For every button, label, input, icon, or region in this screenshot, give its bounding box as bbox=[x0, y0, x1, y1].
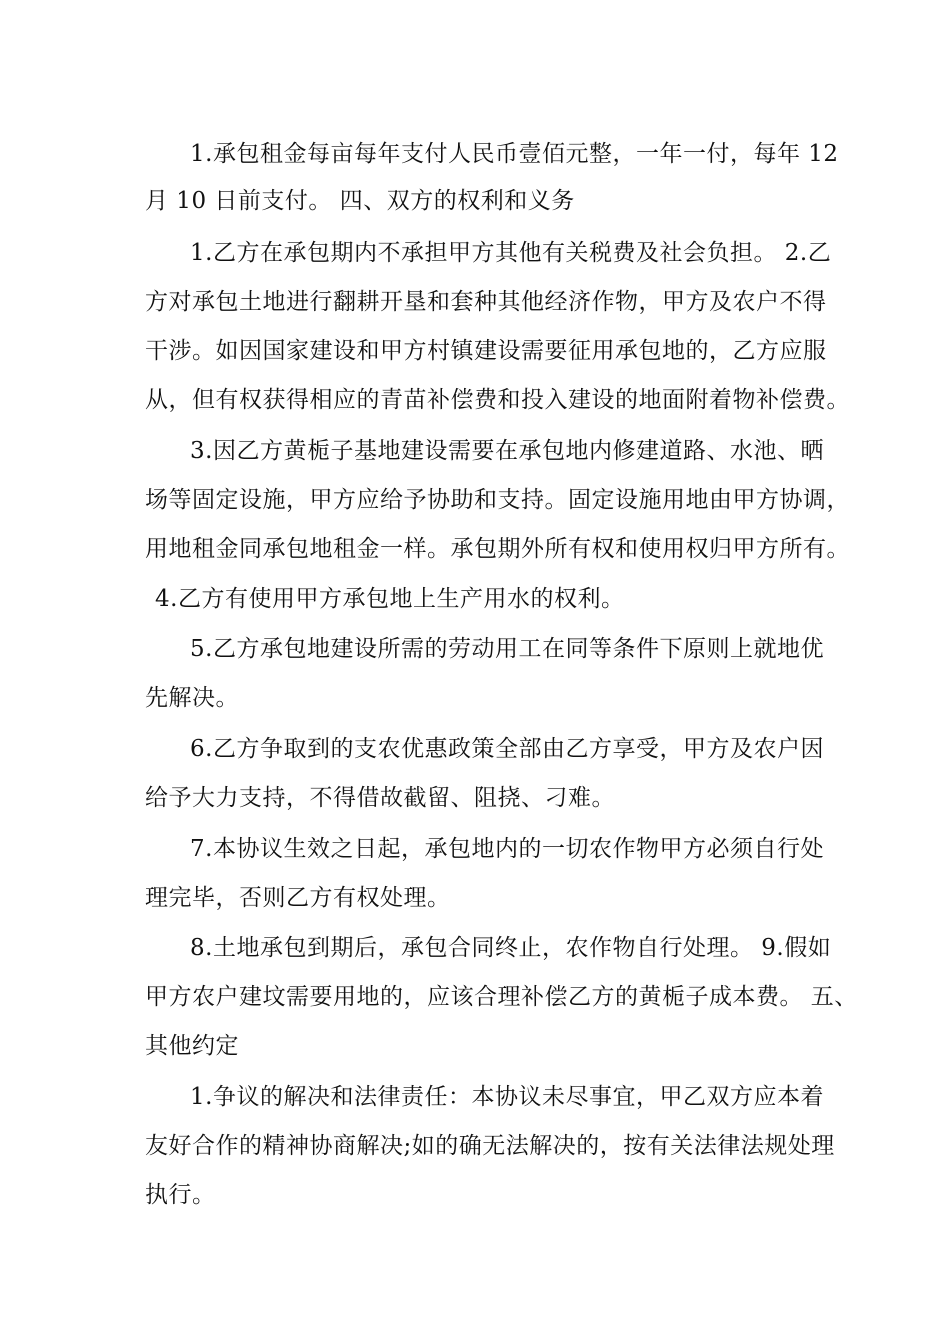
text-line: 甲方农户建坟需要用地的，应该合理补偿乙方的黄栀子成本费。 五、 bbox=[145, 984, 858, 1010]
text-line: 1.乙方在承包期内不承担甲方其他有关税费及社会负担。 2.乙 bbox=[190, 240, 832, 266]
text-line: 其他约定 bbox=[145, 1033, 239, 1059]
text-line: 先解决。 bbox=[145, 685, 239, 711]
text-line: 1.承包租金每亩每年支付人民币壹佰元整，一年一付，每年 12 bbox=[190, 141, 839, 167]
text-line: 执行。 bbox=[145, 1182, 216, 1208]
text-line: 友好合作的精神协商解决;如的确无法解决的，按有关法律法规处理 bbox=[145, 1133, 835, 1159]
text-line: 5.乙方承包地建设所需的劳动用工在同等条件下原则上就地优 bbox=[190, 636, 824, 662]
text-line: 方对承包土地进行翻耕开垦和套种其他经济作物，甲方及农户不得 bbox=[145, 289, 827, 315]
text-line: 从，但有权获得相应的青苗补偿费和投入建设的地面附着物补偿费。 bbox=[145, 387, 850, 413]
text-line: 4.乙方有使用甲方承包地上生产用水的权利。 bbox=[155, 586, 625, 612]
text-line: 1.争议的解决和法律责任：本协议未尽事宜，甲乙双方应本着 bbox=[190, 1084, 824, 1110]
text-line: 7.本协议生效之日起，承包地内的一切农作物甲方必须自行处 bbox=[190, 836, 824, 862]
text-line: 干涉。如因国家建设和甲方村镇建设需要征用承包地的，乙方应服 bbox=[145, 338, 827, 364]
text-line: 场等固定设施，甲方应给予协助和支持。固定设施用地由甲方协调， bbox=[145, 487, 850, 513]
text-line: 3.因乙方黄栀子基地建设需要在承包地内修建道路、水池、晒 bbox=[190, 438, 824, 464]
text-line: 8.土地承包到期后，承包合同终止，农作物自行处理。 9.假如 bbox=[190, 935, 832, 961]
text-line: 月 10 日前支付。 四、双方的权利和义务 bbox=[145, 188, 575, 214]
text-line: 用地租金同承包地租金一样。承包期外所有权和使用权归甲方所有。 bbox=[145, 536, 850, 562]
text-line: 给予大力支持，不得借故截留、阻挠、刁难。 bbox=[145, 785, 615, 811]
text-line: 理完毕，否则乙方有权处理。 bbox=[145, 885, 451, 911]
text-line: 6.乙方争取到的支农优惠政策全部由乙方享受，甲方及农户因 bbox=[190, 736, 824, 762]
